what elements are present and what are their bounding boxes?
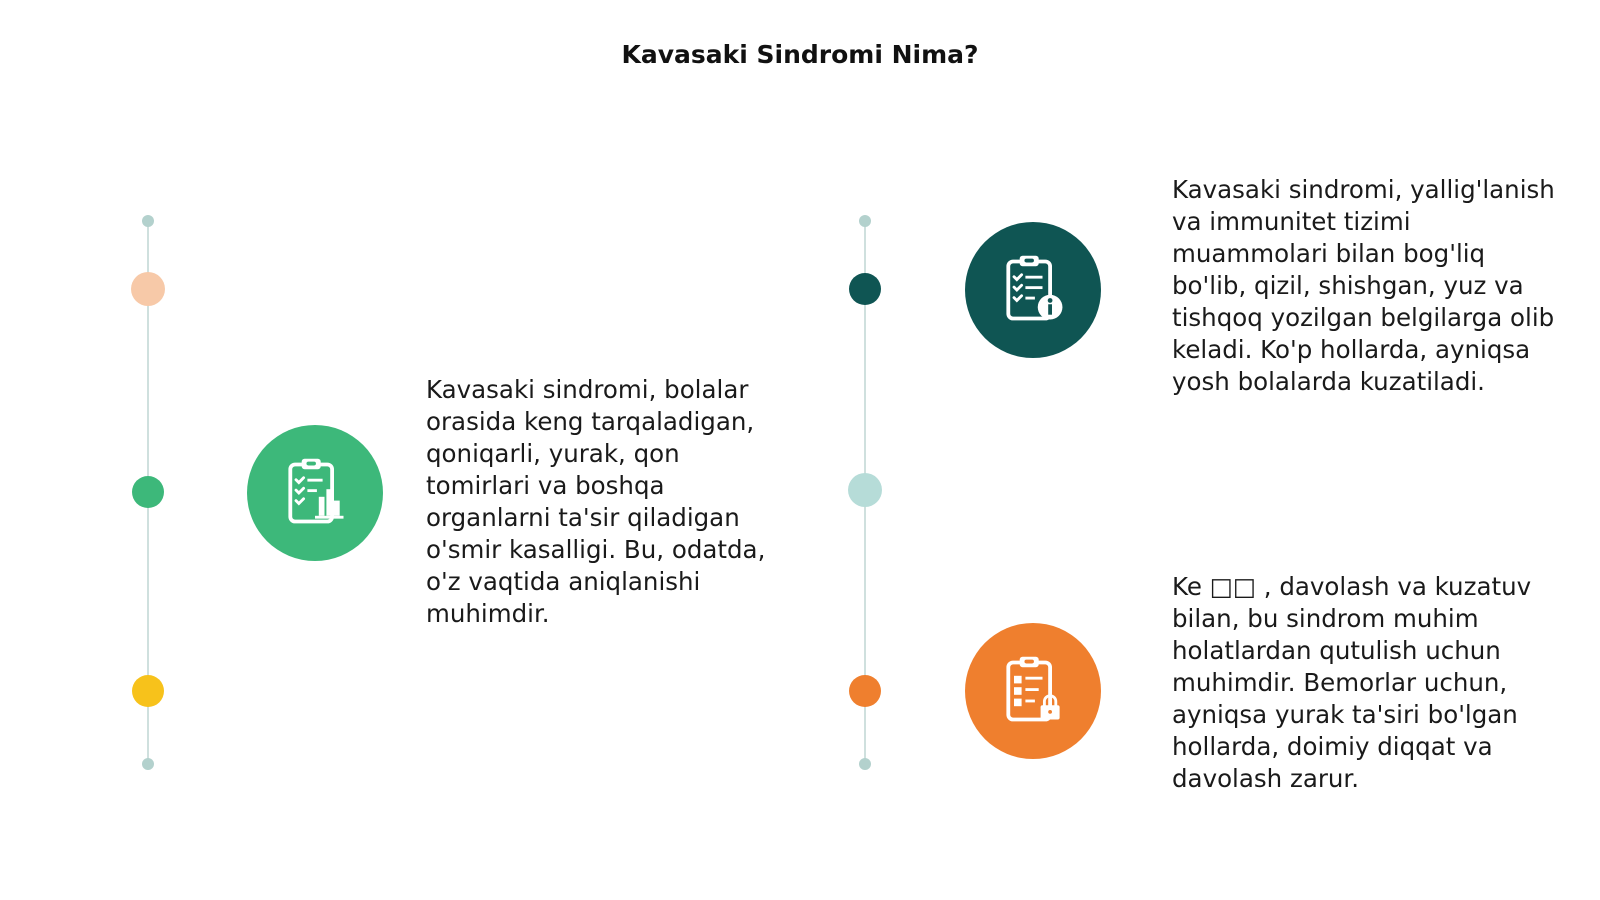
right-timeline-teal-node: [849, 273, 881, 305]
left-timeline-top-dot: [142, 215, 154, 227]
right-timeline-orange-node: [849, 675, 881, 707]
clipboard-lock-icon: [965, 623, 1101, 759]
left-timeline-peach-node: [131, 272, 165, 306]
right-timeline-top-dot: [859, 215, 871, 227]
description-top-right: Kavasaki sindromi, yallig'lanish va immunitet tizimi muammolari bilan bog'liq bo'lib, qizil, shishgan, yuz va tishqoq yozilgan belgilarga olib keladi. Ko'p hollarda, ayniqsa yosh bolalarda kuzatiladi.: [1172, 175, 1555, 396]
right-timeline-bottom-dot: [859, 758, 871, 770]
left-timeline-green-node: [132, 476, 164, 508]
clipboard-chart-icon: [247, 425, 383, 561]
clipboard-info-icon: [965, 222, 1101, 358]
page-title: Kavasaki Sindromi Nima?: [621, 40, 979, 69]
left-timeline-bottom-dot: [142, 758, 154, 770]
description-bottom-right: Ke □□ , davolash va kuzatuv bilan, bu sindrom muhim holatlardan qutulish uchun muhimdir. Bemorlar uchun, ayniqsa yurak ta'siri bo'lgan hollarda, doimiy diqqat va davolash zarur.: [1172, 572, 1532, 793]
description-left: Kavasaki sindromi, bolalar orasida keng tarqaladigan, qoniqarli, yurak, qon tomirlari va boshqa organlarni ta'sir qiladigan o'smir kasalligi. Bu, odatda, o'z vaqtida aniqlanishi muhimdir.: [426, 375, 766, 628]
left-timeline-yellow-node: [132, 675, 164, 707]
right-timeline-light-teal-node: [848, 473, 882, 507]
